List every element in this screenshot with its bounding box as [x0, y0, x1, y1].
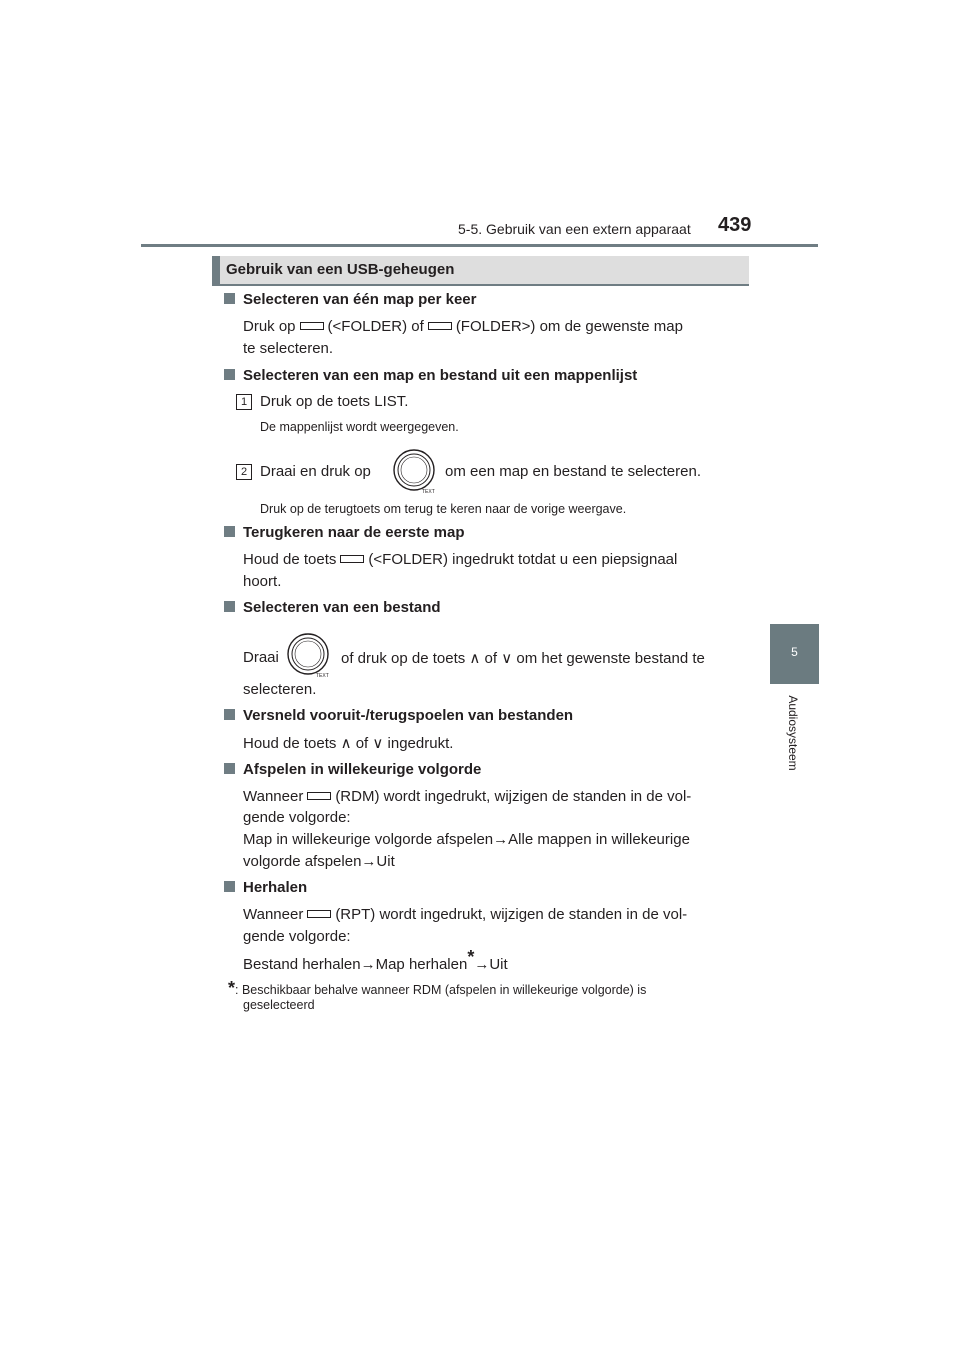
square-bullet-icon: [224, 293, 235, 304]
button-icon: [300, 322, 324, 330]
button-icon: [307, 910, 331, 918]
block-title-4: Selecteren van een bestand: [224, 599, 441, 616]
step1-note: De mappenlijst wordt weergegeven.: [260, 420, 459, 434]
svg-text:TEXT: TEXT: [316, 673, 329, 679]
step-number-2: 2: [236, 464, 252, 480]
block-title-6: Afspelen in willekeurige volgorde: [224, 761, 481, 778]
square-bullet-icon: [224, 601, 235, 612]
block7-line2: gende volgorde:: [243, 928, 351, 945]
footnote-marker: *: [467, 947, 475, 967]
block6-line3: Map in willekeurige volgorde afspelen→Alle mappen in willekeurige: [243, 831, 690, 848]
block3-line1: Houd de toets (<FOLDER) ingedrukt totdat u een piepsignaal: [243, 551, 678, 568]
header-section-title: 5-5. Gebruik van een extern apparaat: [458, 221, 691, 237]
block6-line2: gende volgorde:: [243, 809, 351, 826]
chapter-number: 5: [791, 645, 798, 659]
button-icon: [340, 555, 364, 563]
tune-knob-icon: [392, 448, 440, 496]
block-title-5: Versneld vooruit-/terugspoelen van bestanden: [224, 707, 573, 724]
block6-line4: volgorde afspelen→Uit: [243, 853, 395, 870]
block4-line2: selecteren.: [243, 681, 317, 698]
footnote-line2: geselecteerd: [243, 998, 315, 1012]
step2-note: Druk op de terugtoets om terug te keren naar de vorige weergave.: [260, 502, 627, 516]
header-rule: [141, 244, 818, 247]
step2-text-a: Draai en druk op: [260, 463, 371, 480]
block7-line1: Wanneer (RPT) wordt ingedrukt, wijzigen de standen in de vol-: [243, 906, 688, 923]
block4-line1-a: Draai: [243, 649, 279, 666]
svg-text:TEXT: TEXT: [422, 489, 435, 495]
button-icon: [307, 792, 331, 800]
section-heading: [212, 256, 749, 286]
block6-line1: Wanneer (RDM) wordt ingedrukt, wijzigen de standen in de vol-: [243, 788, 692, 805]
block1-line1: Druk op (<FOLDER) of (FOLDER>) om de gewenste map: [243, 318, 683, 335]
square-bullet-icon: [224, 369, 235, 380]
block-title-7: Herhalen: [224, 879, 307, 896]
square-bullet-icon: [224, 709, 235, 720]
section-heading-title: Gebruik van een USB-geheugen: [226, 261, 455, 278]
footnote: *: Beschikbaar behalve wanneer RDM (afspelen in willekeurige volgorde) is: [228, 978, 647, 998]
section-heading-bar: [212, 256, 220, 286]
step-number-1: 1: [236, 394, 252, 410]
page-number: 439: [718, 214, 752, 236]
block-title-3: Terugkeren naar de eerste map: [224, 524, 464, 541]
square-bullet-icon: [224, 526, 235, 537]
square-bullet-icon: [224, 881, 235, 892]
chapter-tab: [770, 624, 819, 684]
block5-line1: Houd de toets ∧ of ∨ ingedrukt.: [243, 735, 454, 752]
footnote-star: *: [228, 978, 236, 998]
block7-line3: Bestand herhalen→Map herhalen*→Uit: [243, 947, 508, 973]
chapter-side-label: Audiosysteem: [786, 695, 800, 771]
block3-line2: hoort.: [243, 573, 282, 590]
square-bullet-icon: [224, 763, 235, 774]
tune-knob-icon: [286, 632, 334, 680]
block-title-1: Selecteren van één map per keer: [224, 291, 476, 308]
block4-line1-b: of druk op de toets ∧ of ∨ om het gewenste bestand te: [341, 650, 705, 667]
block1-line2: te selecteren.: [243, 340, 334, 357]
step1-text: Druk op de toets LIST.: [260, 393, 409, 410]
button-icon: [428, 322, 452, 330]
block-title-2: Selecteren van een map en bestand uit een mappenlijst: [224, 367, 637, 384]
step2-text-b: om een map en bestand te selecteren.: [445, 463, 701, 480]
